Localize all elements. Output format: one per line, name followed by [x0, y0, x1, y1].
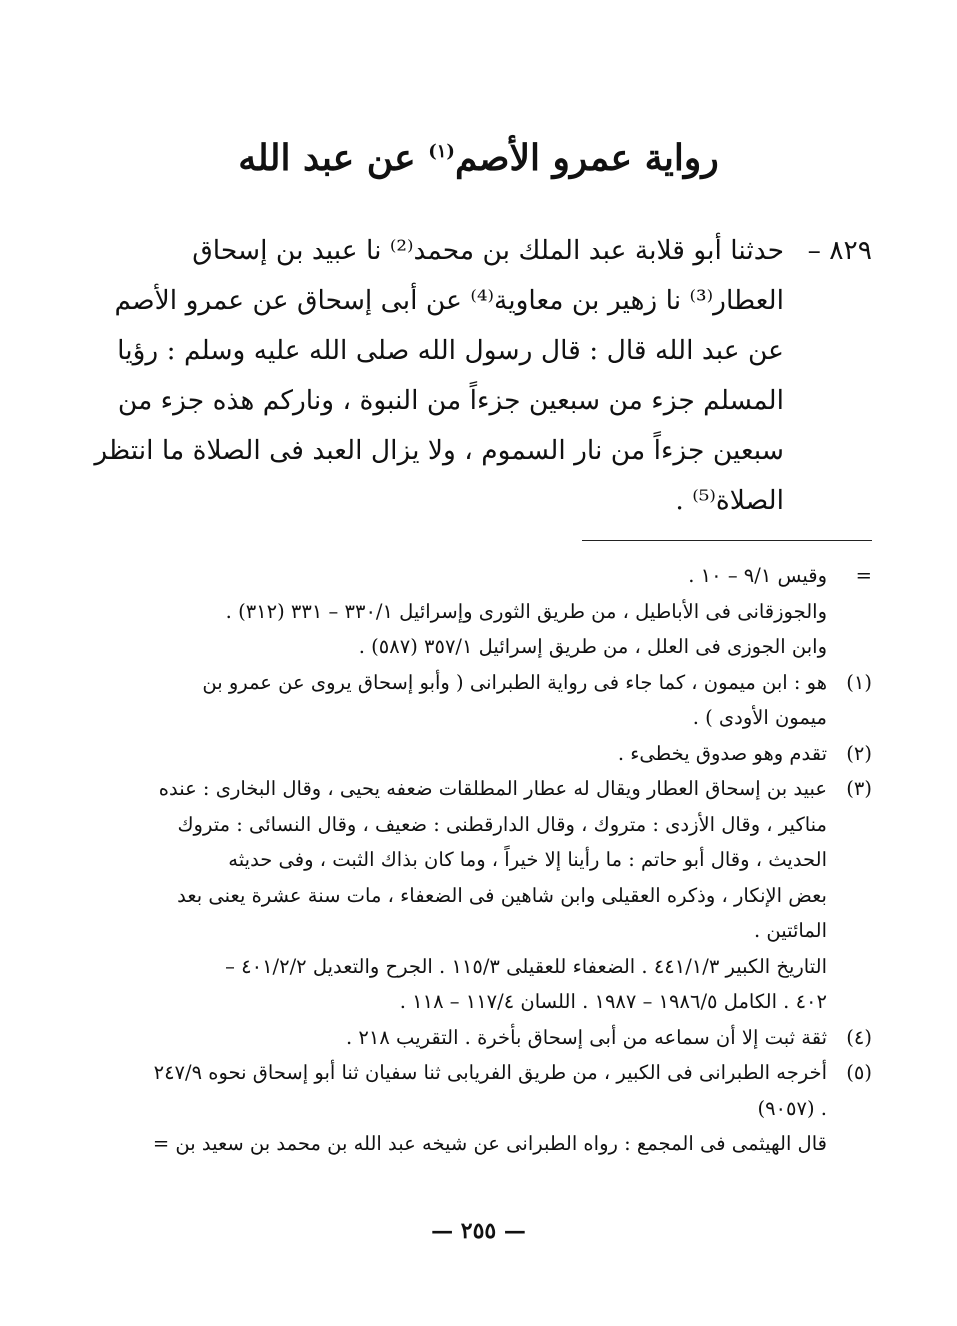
title-text-end: عن عبد الله	[238, 137, 429, 179]
footnote-line: تقدم وهو صدوق يخطىء .	[617, 741, 827, 765]
hadith-line: حدثنا أبو قلابة عبد الملك بن محمد⁽²⁾ نا عبيد بن إسحاق	[192, 235, 784, 266]
hadith-number: ٨٢٩ –	[807, 235, 872, 266]
title-text: رواية عمرو الأصم	[454, 137, 719, 179]
footnote-line: والجوزقانى فى الأباطيل ، من طريق الثورى وإسرائيل ٣٣٠/١ – ٣٣١ (٣١٢) .	[225, 599, 827, 623]
footnote-mark: (٣)	[846, 777, 872, 800]
footnote-line: ميمون الأودى ) .	[692, 706, 827, 729]
footnote-2	[177, 736, 872, 772]
footnote-1	[177, 665, 872, 736]
footnote-5	[152, 1055, 872, 1162]
footnote-line: أخرجه الطبرانى فى الكبير ، من طريق الفريابى ثنا سفيان ثنا أبو إسحاق نحوه ٢٤٧/٩	[153, 1061, 827, 1084]
footnote-mark: (٥)	[846, 1061, 872, 1084]
footnote-line: هو : ابن ميمون ، كما جاء فى رواية الطبرانى ( وأبو إسحاق يروى عن عمرو بن	[202, 670, 827, 694]
footnote-mark: (١)	[846, 670, 872, 694]
footnote-separator	[582, 540, 872, 541]
hadith-line: عن عبد الله قال : قال رسول الله صلى الله عليه وسلم : رؤيا	[117, 335, 784, 366]
hadith-line: المسلم جزء من سبعين جزءاً من النبوة ، ونارکم هذه جزء من	[117, 385, 784, 416]
section-title	[0, 128, 957, 188]
footnote-line: الحديث ، وقال أبو حاتم : ما رأينا إلا خيراً ، وما كان بذاك الثبت ، وفى حديثه	[228, 848, 827, 871]
page-number: — ٢٥٥ —	[431, 1218, 526, 1244]
footnote-4	[177, 1020, 872, 1056]
footnote-line: قال الهيثمى فى المجمع : رواه الطبرانى عن شيخه عبد الله بن محمد بن سعيد بن =	[152, 1132, 827, 1155]
footnote-3	[158, 771, 872, 1020]
footnotes	[152, 558, 872, 1162]
footnote-line: ثقة ثبت إلا أن سماعه من أبى إسحاق بأخرة . التقريب ٢١٨ .	[346, 1025, 827, 1049]
footnote-line: . (٩٠٥٧)	[757, 1096, 827, 1120]
footnote-line: بعض الإنكار ، وذكره العقيلى وابن شاهين فى الضعفاء ، مات سنة عشرة يعنى بعد	[177, 883, 827, 907]
footnote-line: التاريخ الكبير ٤٤١/١/٣ . الضعفاء للعقيلى ١١٥/٣ . الجرح والتعديل ٤٠١/٢/٢ –	[225, 954, 827, 978]
footnote-line: مناكير ، وقال الأزدى : متروك ، وقال الدارقطنى : ضعيف ، وقال النسائى : متروك	[177, 812, 827, 836]
title-footnote-ref: (١)	[428, 141, 455, 162]
footnote-mark: =	[855, 564, 872, 587]
hadith-829	[94, 226, 872, 526]
footnote-line: ٤٠٢ . الكامل ١٩٨٦/٥ – ١٩٨٧ . اللسان ١١٧/٤ – ١١٨ .	[399, 990, 827, 1013]
hadith-line: الصلاة⁽⁵⁾ .	[675, 485, 784, 516]
footnote-line: وابن الجوزى فى العلل ، من طريق إسرائيل ٣٥٧/١ (٥٨٧) .	[358, 635, 827, 658]
footnote-mark: (٢)	[846, 741, 872, 765]
footnote-line: المائتين .	[753, 919, 827, 942]
footnote-mark: (٤)	[846, 1025, 872, 1049]
hadith-line: سبعين جزءاً من نار السموم ، ولا يزال العبد فى الصلاة ما انتظر	[94, 435, 784, 466]
hadith-line: العطار⁽³⁾ نا زهير بن معاوية⁽⁴⁾ عن أبى إسحاق عن عمرو الأصم	[114, 285, 784, 316]
footnote-continued	[177, 558, 872, 665]
footnote-line: وقيس ٩/١ – ١٠ .	[688, 564, 827, 587]
footnote-line: عبيد بن إسحاق العطار ويقال له عطار المطلقات ضعفه يحيى ، وقال البخارى : عنده	[158, 777, 827, 800]
